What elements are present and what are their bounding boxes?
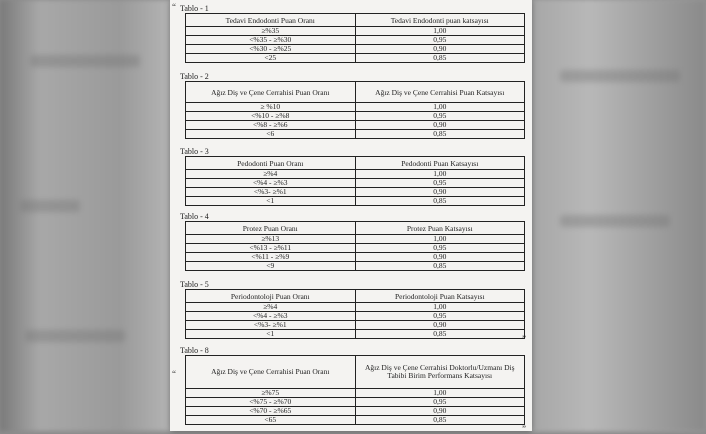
range-cell: <9 — [186, 262, 356, 271]
header-left: Pedodonti Puan Oranı — [186, 157, 356, 170]
blurred-text — [30, 55, 140, 67]
range-cell: <1 — [186, 330, 356, 339]
header-right: Protez Puan Katsayısı — [355, 222, 525, 235]
header-right: Pedodonti Puan Katsayısı — [355, 157, 525, 170]
table-label: Tablo - 4 — [180, 212, 209, 221]
table-label: Tablo - 1 — [180, 4, 209, 13]
table-block-1 — [180, 4, 530, 63]
opening-quote: “ — [172, 369, 176, 379]
table-label: Tablo - 3 — [180, 147, 209, 156]
header-left: Protez Puan Oranı — [186, 222, 356, 235]
header-right: Periodontoloji Puan Katsayısı — [355, 290, 525, 303]
table-row — [186, 103, 525, 112]
table-block-3 — [180, 147, 530, 206]
range-cell: <%35 - ≥%30 — [186, 36, 356, 45]
blurred-text — [560, 70, 680, 82]
coefficient-cell: 0,85 — [355, 130, 525, 139]
coefficient-cell: 0,90 — [355, 253, 525, 262]
range-cell: <%13 - ≥%11 — [186, 244, 356, 253]
range-cell: ≥ %10 — [186, 103, 356, 112]
coefficient-cell: 0,90 — [355, 407, 525, 416]
header-right: Ağız Diş ve Çene Cerrahisi Puan Katsayısı — [355, 82, 525, 103]
range-cell: ≥%35 — [186, 27, 356, 36]
table-row — [186, 312, 525, 321]
range-cell: <65 — [186, 416, 356, 425]
range-cell: <%3- ≥%1 — [186, 321, 356, 330]
coefficient-cell: 0,95 — [355, 244, 525, 253]
table-block-5 — [180, 280, 530, 339]
table-row — [186, 188, 525, 197]
table-row — [186, 54, 525, 63]
table-row — [186, 179, 525, 188]
coefficient-cell: 1,00 — [355, 389, 525, 398]
coefficient-cell: 0,95 — [355, 112, 525, 121]
table-row — [186, 121, 525, 130]
closing-quote: ” — [522, 334, 526, 344]
table-row — [186, 262, 525, 271]
blurred-text — [25, 330, 125, 342]
closing-quote: ” — [522, 424, 526, 434]
coefficient-table — [185, 156, 525, 206]
coefficient-cell: 0,85 — [355, 54, 525, 63]
header-left: Tedavi Endodonti Puan Oranı — [186, 14, 356, 27]
table-row — [186, 235, 525, 244]
coefficient-cell: 1,00 — [355, 103, 525, 112]
coefficient-cell: 1,00 — [355, 235, 525, 244]
header-right: Ağız Diş ve Çene Cerrahisi Doktorlu/Uzmanı Diş Tabibi Birim Performans Katsayısı — [355, 356, 525, 389]
coefficient-cell: 1,00 — [355, 27, 525, 36]
table-row — [186, 112, 525, 121]
header-right: Tedavi Endodonti puan katsayısı — [355, 14, 525, 27]
table-row — [186, 303, 525, 312]
coefficient-cell: 0,85 — [355, 416, 525, 425]
coefficient-cell: 0,95 — [355, 398, 525, 407]
table-row — [186, 45, 525, 54]
range-cell: ≥%4 — [186, 303, 356, 312]
blurred-text — [20, 200, 80, 212]
range-cell: <%10 - ≥%8 — [186, 112, 356, 121]
blurred-text — [560, 215, 670, 227]
coefficient-cell: 0,90 — [355, 321, 525, 330]
table-row — [186, 389, 525, 398]
coefficient-cell: 0,85 — [355, 330, 525, 339]
coefficient-cell: 1,00 — [355, 303, 525, 312]
coefficient-cell: 0,95 — [355, 312, 525, 321]
coefficient-cell: 0,90 — [355, 121, 525, 130]
range-cell: <%75 - ≥%70 — [186, 398, 356, 407]
range-cell: <%11 - ≥%9 — [186, 253, 356, 262]
range-cell: <%8 - ≥%6 — [186, 121, 356, 130]
table-row — [186, 416, 525, 425]
coefficient-cell: 0,85 — [355, 262, 525, 271]
table-row — [186, 244, 525, 253]
table-row — [186, 398, 525, 407]
coefficient-cell: 0,95 — [355, 36, 525, 45]
table-block-4 — [180, 212, 530, 271]
coefficient-table — [185, 289, 525, 339]
coefficient-cell: 0,95 — [355, 179, 525, 188]
table-row — [186, 253, 525, 262]
opening-quote: “ — [172, 2, 176, 12]
table-block-2 — [180, 72, 530, 139]
range-cell: ≥%13 — [186, 235, 356, 244]
range-cell: <%4 - ≥%3 — [186, 312, 356, 321]
coefficient-cell: 1,00 — [355, 170, 525, 179]
table-row — [186, 197, 525, 206]
table-label: Tablo - 5 — [180, 280, 209, 289]
header-left: Ağız Diş ve Çene Cerrahisi Puan Oranı — [186, 356, 356, 389]
header-left: Periodontoloji Puan Oranı — [186, 290, 356, 303]
table-row — [186, 330, 525, 339]
table-label: Tablo - 2 — [180, 72, 209, 81]
range-cell: ≥%75 — [186, 389, 356, 398]
range-cell: <%4 - ≥%3 — [186, 179, 356, 188]
coefficient-table — [185, 13, 525, 63]
table-row — [186, 36, 525, 45]
coefficient-table — [185, 81, 525, 139]
header-left: Ağız Diş ve Çene Cerrahisi Puan Oranı — [186, 82, 356, 103]
coefficient-cell: 0,85 — [355, 197, 525, 206]
range-cell: <1 — [186, 197, 356, 206]
coefficient-cell: 0,90 — [355, 188, 525, 197]
document-page — [170, 0, 532, 434]
range-cell: <25 — [186, 54, 356, 63]
range-cell: <%70 - ≥%65 — [186, 407, 356, 416]
table-label: Tablo - 8 — [180, 346, 209, 355]
table-row — [186, 407, 525, 416]
range-cell: ≥%4 — [186, 170, 356, 179]
range-cell: <%30 - ≥%25 — [186, 45, 356, 54]
coefficient-cell: 0,90 — [355, 45, 525, 54]
range-cell: <6 — [186, 130, 356, 139]
table-row — [186, 130, 525, 139]
coefficient-table — [185, 221, 525, 271]
table-row — [186, 321, 525, 330]
table-block-8 — [180, 346, 530, 425]
table-row — [186, 170, 525, 179]
coefficient-table — [185, 355, 525, 425]
range-cell: <%3- ≥%1 — [186, 188, 356, 197]
table-row — [186, 27, 525, 36]
